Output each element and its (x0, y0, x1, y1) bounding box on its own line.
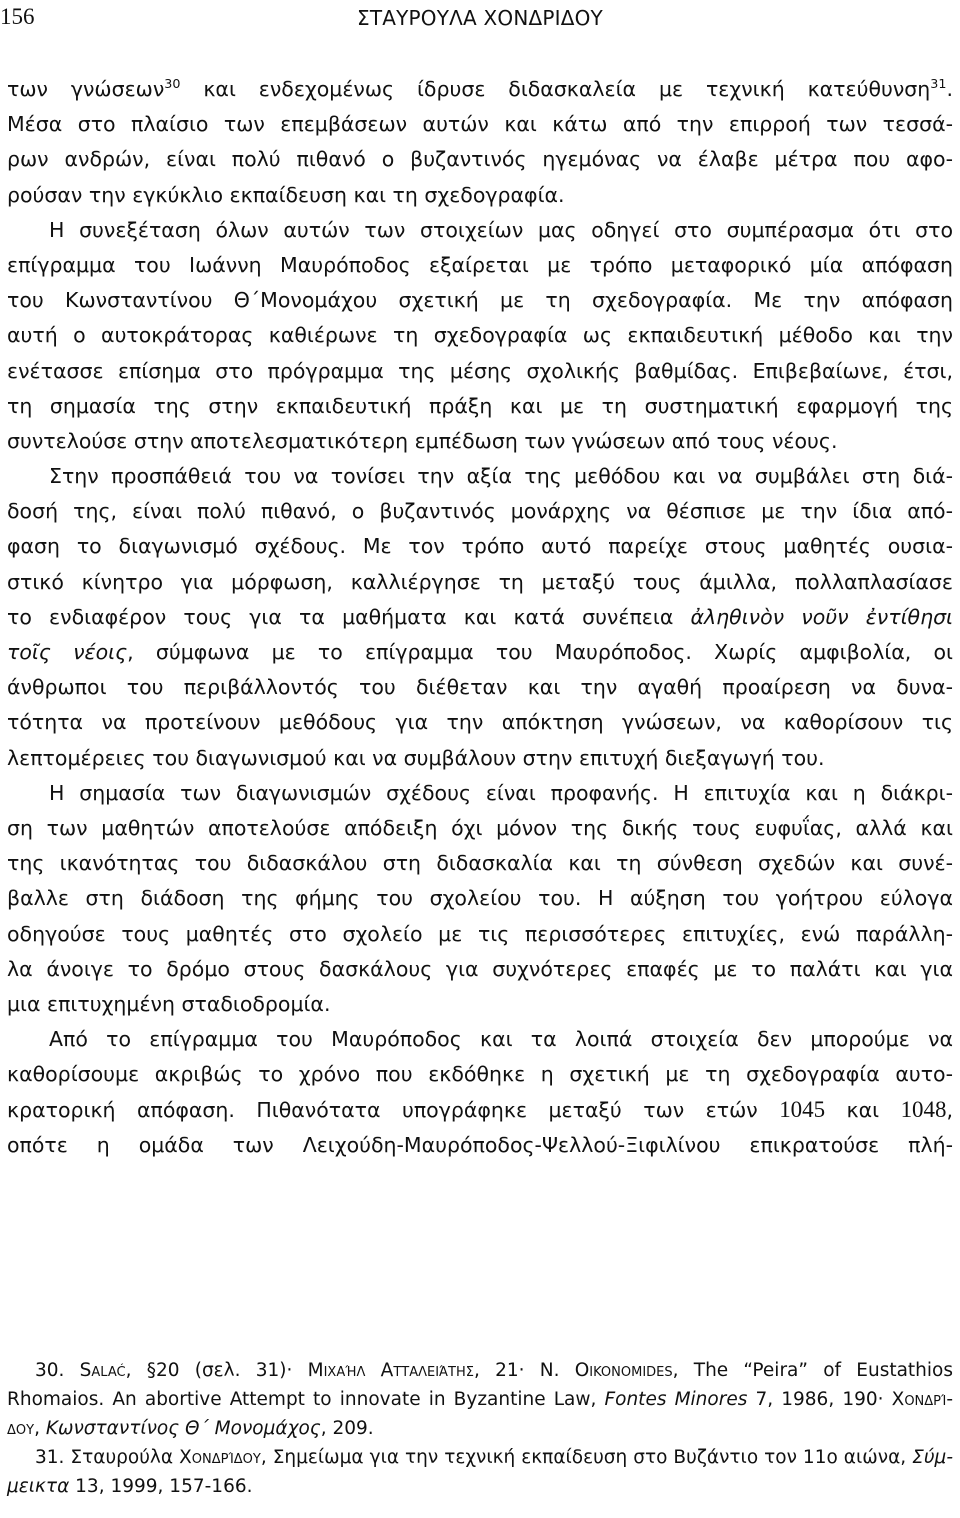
text-line: Μέσα στο πλαίσιο των επεμβάσεων αυτών και κάτω από την επιρροή των τεσσά- (7, 112, 953, 137)
text-span: . (946, 77, 953, 101)
author-name: Χονδρίδου (179, 1447, 261, 1468)
text-line: λα άνοιγε το δρόμο στους δασκάλους για συχνότερες επαφές με το παλάτι και για (7, 956, 953, 981)
footnote-31-line (7, 1472, 953, 1501)
author-name: Salać (79, 1360, 126, 1381)
body-text (7, 72, 953, 1163)
text-span: , The “Peira” of Eustathios (672, 1360, 954, 1381)
journal-title: Σύμ- (912, 1447, 953, 1468)
footnote-30-line (7, 1414, 953, 1443)
quotation-italic: ἀληθινὸν νοῦν ἐντίθησι (690, 604, 953, 629)
text-span: 13, 1999, 157-166. (69, 1476, 253, 1497)
text-span: κρατορική απόφαση. Πιθανότατα υπογράφηκε μεταξύ των ετών (7, 1098, 780, 1123)
text-line: συντελούσε στην αποτελεσματικότερη εμπέδωση των γνώσεων από τους νέους. (7, 428, 838, 453)
text-line: επίγραμμα του Ιωάννη Μαυρόποδος εξαίρεται με τρόπο μεταφορικό μία απόφαση (7, 252, 953, 277)
text-span: , 21· (473, 1360, 540, 1381)
running-head: ΣΤΑΥΡΟΥΛΑ ΧΟΝΔΡΙΔΟΥ (357, 6, 603, 30)
text-span: των γνώσεων (7, 77, 165, 101)
text-line: στικό κίνητρο για μόρφωση, καλλιέργησε τη μεταξύ τους άμιλλα, πολλαπλασίασε (7, 569, 953, 594)
page-number: 156 (0, 4, 35, 29)
text-span: , (946, 1098, 953, 1123)
footnote-30 (7, 1356, 953, 1385)
footnotes (7, 1356, 953, 1501)
year-number: 1045 (779, 1097, 826, 1123)
text-span: το ενδιαφέρον τους για τα μαθήματα και κατά συνέπεια (7, 604, 691, 629)
quotation-italic: τοῖς νέοις (7, 640, 128, 664)
footnote-ref[interactable]: 31 (930, 75, 947, 91)
text-span: 7, 1986, 190· (747, 1389, 892, 1410)
text-line: τότητα να προτείνουν μεθόδους για την απόκτηση γνώσεων, να καθορίσουν τις (7, 710, 953, 735)
paragraph-first-line: Η συνεξέταση όλων αυτών των στοιχείων μας οδηγεί στο συμπέρασμα ότι στο (49, 217, 953, 242)
text-line: οδηγούσε τους μαθητές στο σχολείο με τις περισσότερες επιτυχίες, ενώ παράλλη- (7, 921, 953, 946)
text-line: άνθρωποι του περιβάλλοντός του διέθεταν και την αγαθή προαίρεση να δυνα- (7, 675, 953, 700)
text-line: καθορίσουμε ακριβώς το χρόνο που εκδόθηκε η σχετική με τη σχεδογραφία αυτο- (7, 1062, 953, 1087)
author-name: Χονδρί- (891, 1389, 954, 1410)
text-span: Rhomaios. An abortive Attempt to innovate in Byzantine Law, (7, 1389, 605, 1410)
text-line: της ικανότητας του διδασκάλου στη διδασκαλία και τη σύνθεση σχεδών και συνέ- (7, 851, 953, 876)
author-name: N. Oikonomides (539, 1360, 673, 1381)
text-line (7, 635, 953, 670)
text-line: οπότε η ομάδα των Λειχούδη-Μαυρόποδος-Ψελλού-Ξιφιλίνου επικρατούσε πλή- (7, 1132, 953, 1157)
text-line: ση των μαθητών αποτελούσε απόδειξη όχι μόνον της δικής τους ευφυΐας, αλλά και (7, 815, 953, 840)
book-title: Κωνσταντίνος Θ΄ Μονομάχος (45, 1418, 321, 1439)
text-line: δοσή της, είναι πολύ πιθανό, ο βυζαντινός μονάρχης να θέσπισε με την ίδια από- (7, 499, 953, 524)
footnote-number: 30. (35, 1360, 80, 1381)
text-line (7, 600, 953, 635)
year-number: 1048 (900, 1097, 947, 1123)
footnote-31 (7, 1443, 953, 1472)
paragraph-first-line: Στην προσπάθειά του να τονίσει την αξία της μεθόδου και να συμβάλει στη διά- (49, 464, 953, 489)
text-line: λεπτομέρειες του διαγωνισμού και να συμβάλουν στην επιτυχή διεξαγωγή του. (7, 745, 825, 770)
text-line: του Κωνσταντίνου Θ΄Μονομάχου σχετική με τη σχεδογραφία. Με την απόφαση (7, 288, 953, 313)
text-span: , (34, 1418, 46, 1439)
text-line: ενέτασσε επίσημα στο πρόγραμμα της μέσης σχολικής βαθμίδας. Επιβεβαίωνε, έτσι, (7, 358, 953, 383)
text-span: , §20 (σελ. 31)· (125, 1360, 308, 1381)
paragraph-first-line: Η σημασία των διαγωνισμών σχέδους είναι προφανής. Η επιτυχία και η διάκρι- (49, 780, 953, 805)
text-span: και ενδεχομένως ίδρυσε διδασκαλεία με τεχνική κατεύθυνση (180, 77, 931, 101)
text-span: 31. Σταυρούλα (35, 1447, 180, 1468)
text-line: ρούσαν την εγκύκλιο εκπαίδευση και τη σχεδογραφία. (7, 182, 565, 207)
text-line: βαλλε στη διάδοση της φήμης του σχολείου του. Η αύξηση του γοήτρου εύλογα (7, 886, 953, 911)
text-line (7, 72, 953, 107)
text-span: , σύμφωνα με το επίγραμμα του Μαυρόποδος. Χωρίς αμφιβολία, οι (127, 640, 953, 664)
text-line: τη σημασία της στην εκπαιδευτική πράξη και με τη συστηματική εφαρμογή της (7, 393, 953, 418)
journal-title: Fontes Minores (604, 1389, 748, 1410)
text-line (7, 1092, 953, 1127)
journal-title: μεικτα (7, 1476, 70, 1497)
author-name: Μιχαήλ Ατταλειάτης (307, 1360, 474, 1381)
footnote-30-line (7, 1385, 953, 1414)
text-span: και (825, 1098, 901, 1123)
text-line: φαση το διαγωνισμό σχέδους. Με τον τρόπο αυτό παρείχε στους μαθητές ουσια- (7, 534, 953, 559)
footnote-ref[interactable]: 30 (164, 75, 181, 91)
text-line: ρων ανδρών, είναι πολύ πιθανό ο βυζαντινός ηγεμόνας να έλαβε μέτρα που αφο- (7, 147, 953, 172)
text-line: αυτή ο αυτοκράτορας καθιέρωνε τη σχεδογραφία ως εκπαιδευτική μέθοδο και την (7, 323, 953, 348)
author-name: δου (7, 1418, 35, 1439)
paragraph-first-line: Από το επίγραμμα του Μαυρόποδος και τα λοιπά στοιχεία δεν μπορούμε να (49, 1027, 953, 1052)
text-span: , 209. (320, 1418, 374, 1439)
text-line: μια επιτυχημένη σταδιοδρομία. (7, 991, 331, 1016)
text-span: , Σημείωμα για την τεχνική εκπαίδευση στο Βυζάντιο τον 11ο αιώνα, (260, 1447, 913, 1468)
